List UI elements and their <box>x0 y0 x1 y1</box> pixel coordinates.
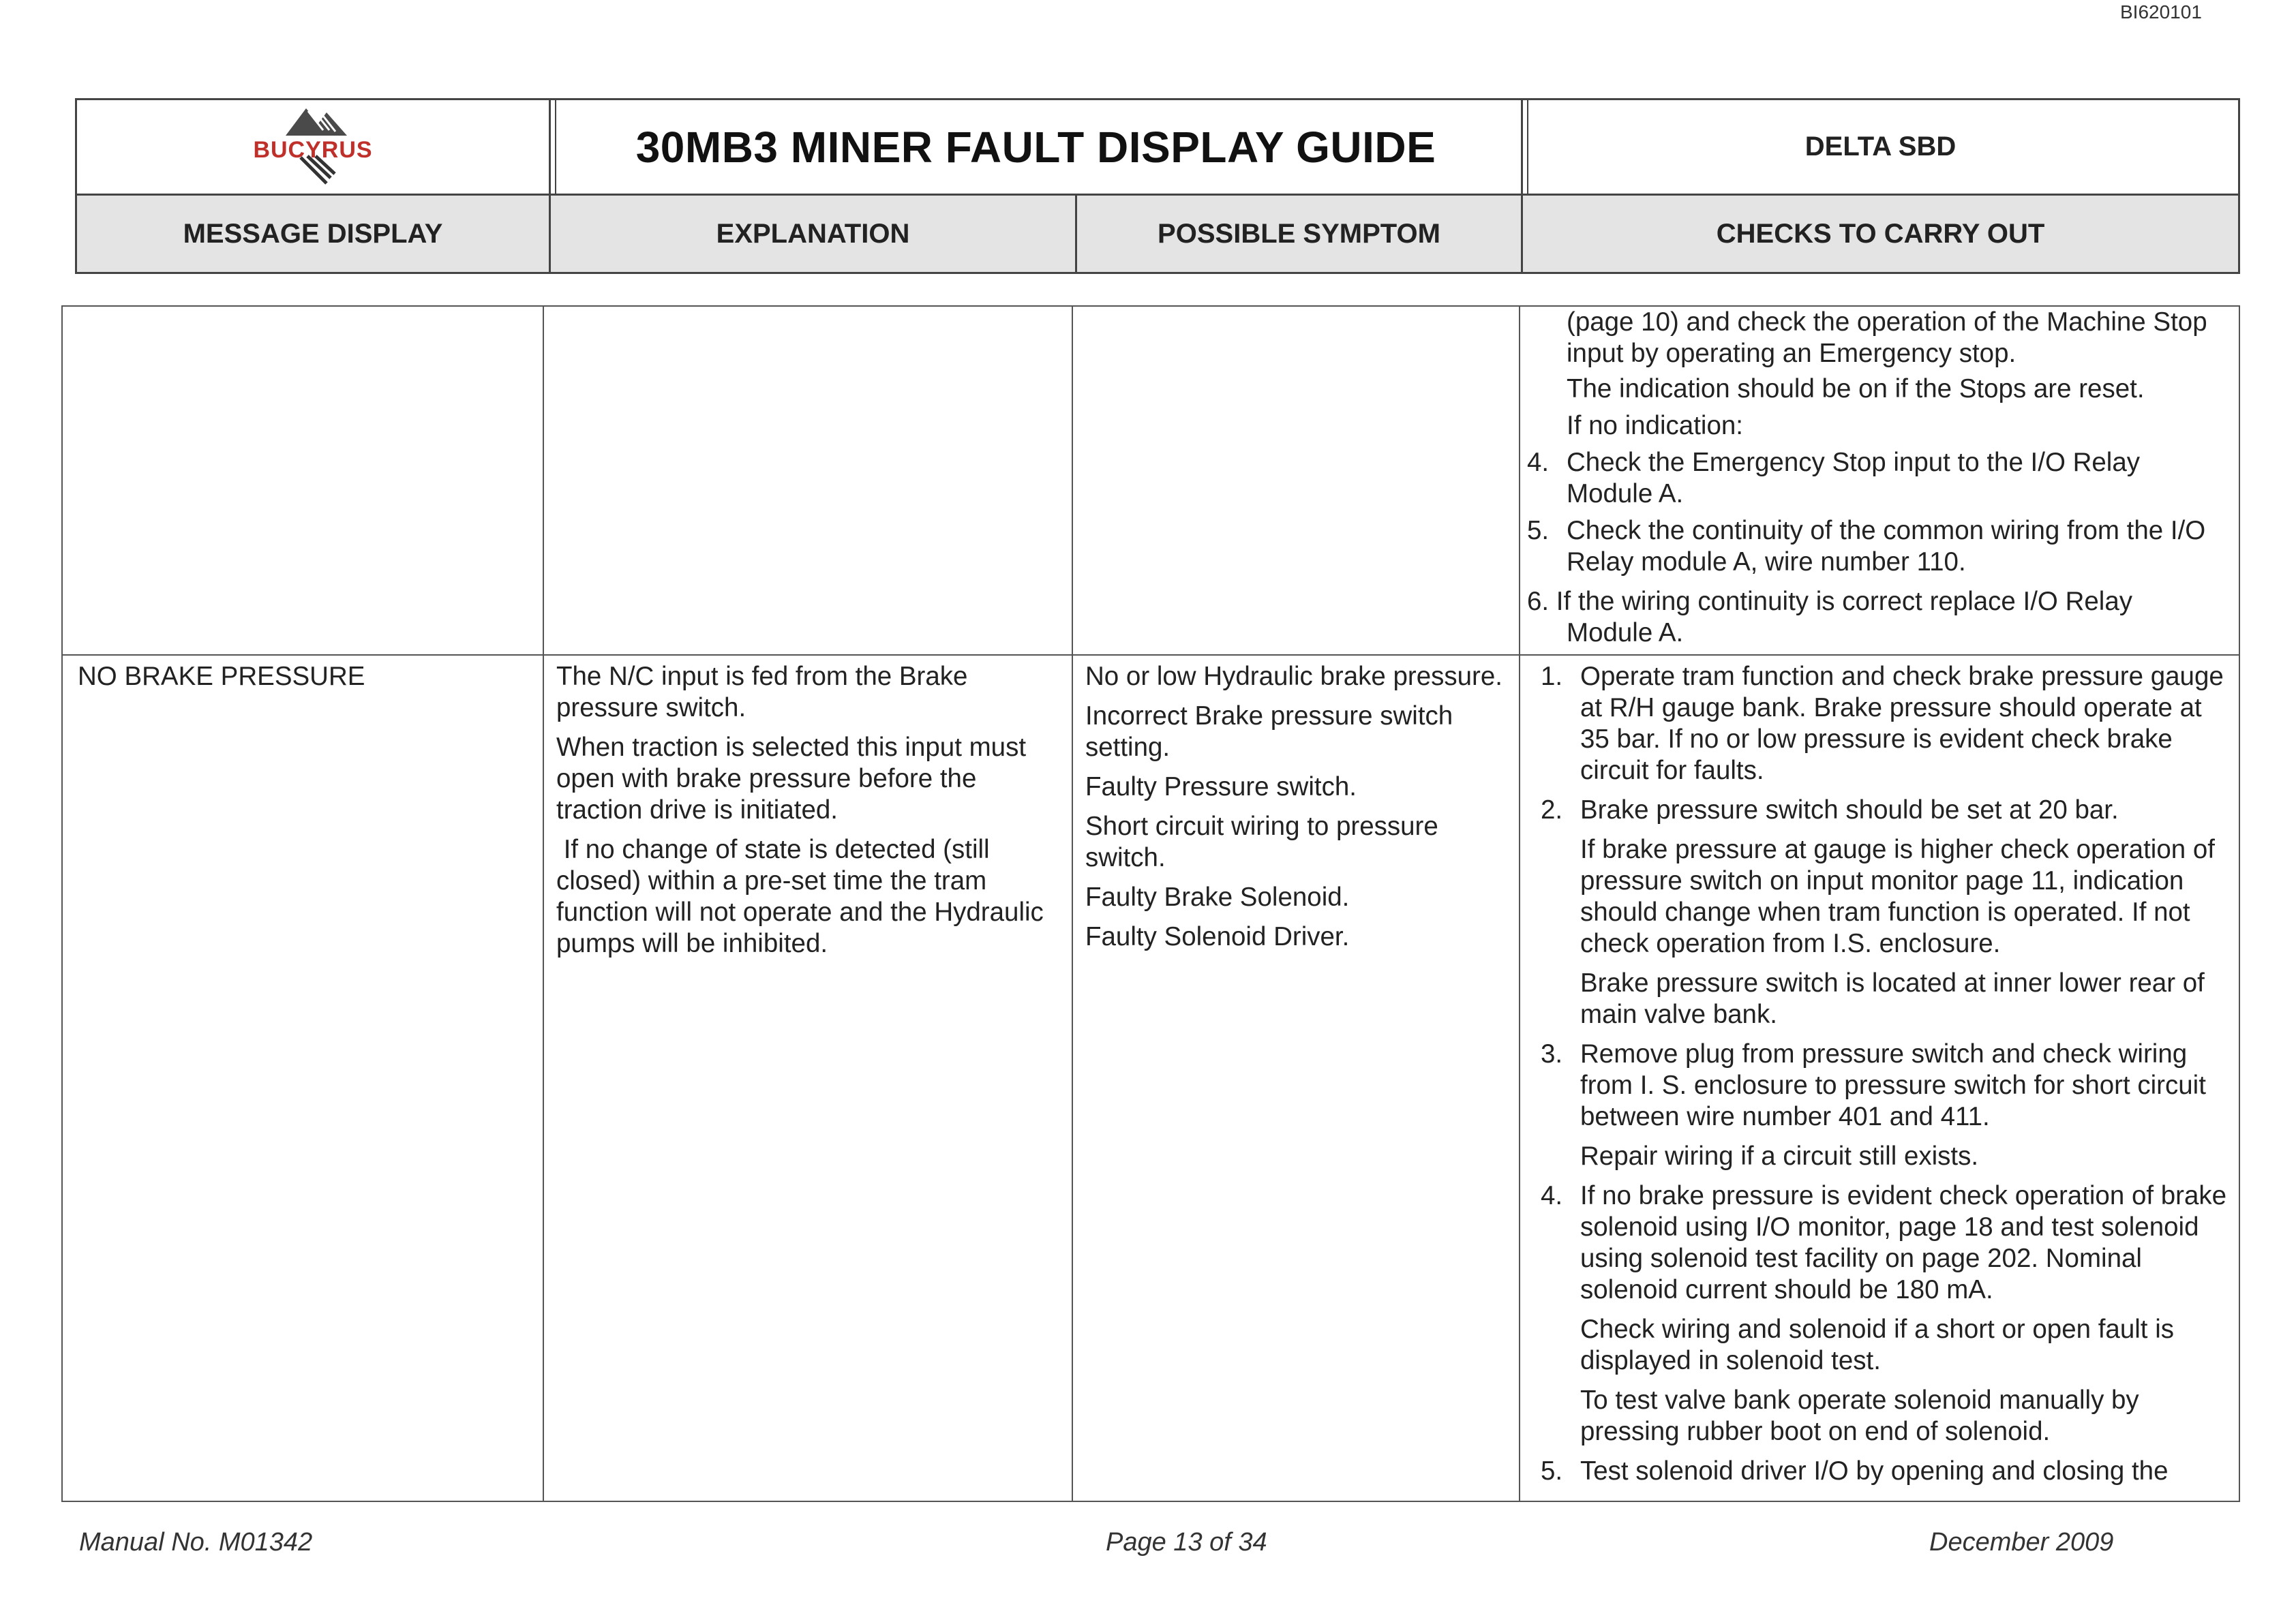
check-text: Brake pressure switch should be set at 20 bar. <box>1580 795 2119 825</box>
col-header-explanation <box>549 196 1075 272</box>
check-text-continued: Module A. <box>1567 618 1684 647</box>
check-text: Check the Emergency Stop input to the I/O Relay Module A. <box>1567 448 2141 508</box>
check-paragraph: Check wiring and solenoid if a short or open fault is displayed in solenoid test. <box>1580 1315 2175 1375</box>
check-item <box>1541 795 2229 826</box>
check-number: 2. <box>1541 795 1563 825</box>
col-header-checks <box>1521 196 2238 272</box>
check-text: Check the continuity of the common wiring from the I/O Relay module A, wire number 110. <box>1567 516 2206 577</box>
symptom-item: Short circuit wiring to pressure switch. <box>1085 812 1438 872</box>
check-paragraph: To test valve bank operate solenoid manually by pressing rubber boot on end of solenoid. <box>1580 1386 2139 1446</box>
fault-message: NO BRAKE PRESSURE <box>78 662 365 691</box>
check-number: 5. <box>1527 516 1550 545</box>
col-header-explanation-label: EXPLANATION <box>716 218 910 249</box>
symptom-item: Faulty Pressure switch. <box>1085 772 1357 801</box>
check-paragraph: Brake pressure switch is located at inner lower rear of main valve bank. <box>1580 968 2205 1029</box>
check-item <box>1541 1456 2229 1487</box>
bucyrus-logo <box>238 103 388 192</box>
symptom-item: No or low Hydraulic brake pressure. <box>1085 662 1502 691</box>
check-item <box>1541 1180 2229 1306</box>
symptom-item: Faulty Solenoid Driver. <box>1085 922 1350 951</box>
check-text: Test solenoid driver I/O by opening and closing the <box>1580 1456 2169 1486</box>
title-cell <box>549 100 1521 194</box>
symptom-cell <box>1085 661 1515 961</box>
check-number: 1. <box>1541 662 1563 691</box>
page-title: 30MB3 MINER FAULT DISPLAY GUIDE <box>635 122 1436 172</box>
column-divider <box>1519 307 1520 1501</box>
fault-table <box>61 305 2240 1502</box>
check-item <box>1527 586 2229 649</box>
footer-date: December 2009 <box>1929 1528 2114 1557</box>
continued-checks <box>1527 307 2229 649</box>
col-header-message-label: MESSAGE DISPLAY <box>183 218 443 249</box>
footer-page-number: Page 13 of 34 <box>1106 1528 1267 1557</box>
header-block <box>75 98 2240 274</box>
col-header-symptom <box>1075 196 1521 272</box>
symptom-item: Faulty Brake Solenoid. <box>1085 883 1350 912</box>
right-label-cell <box>1521 100 2238 194</box>
column-divider <box>1072 307 1073 1501</box>
document-reference: BI620101 <box>2120 1 2202 22</box>
column-divider <box>543 307 544 1501</box>
logo-cell <box>77 100 549 194</box>
col-header-message <box>77 196 549 272</box>
explanation-paragraph: When traction is selected this input must open with brake pressure before the traction drive is initiated. <box>556 733 1027 825</box>
check-number: 5. <box>1541 1456 1563 1486</box>
delta-sbd-label: DELTA SBD <box>1804 132 1957 162</box>
checks-cell <box>1541 661 2229 1487</box>
check-paragraph: Repair wiring if a circuit still exists. <box>1580 1142 1979 1171</box>
row-divider <box>63 654 2239 656</box>
column-header-row <box>77 196 2238 272</box>
explanation-cell <box>556 661 1068 968</box>
logo-text: BUCYRUS <box>253 136 373 163</box>
check-text: 6. If the wiring continuity is correct replace I/O Relay <box>1527 587 2133 616</box>
check-paragraph: If no indication: <box>1567 411 1743 440</box>
check-paragraph: (page 10) and check the operation of the Machine Stop input by operating an Emergency stop. <box>1567 307 2207 368</box>
check-text: If no brake pressure is evident check operation of brake solenoid using I/O monitor, page 18 and test solenoid using solenoid test facility on page 202. Nominal solenoid current should be 180 mA. <box>1580 1181 2227 1304</box>
check-item <box>1541 1039 2229 1133</box>
check-text: Operate tram function and check brake pressure gauge at R/H gauge bank. Brake pressure should operate at 35 bar. If no or low pressure is evident check brake circuit for faults. <box>1580 662 2224 785</box>
check-paragraph: The indication should be on if the Stops are reset. <box>1567 374 2145 403</box>
check-number: 3. <box>1541 1039 1563 1069</box>
header-title-row <box>77 100 2238 196</box>
check-number: 4. <box>1527 448 1550 477</box>
symptom-item: Incorrect Brake pressure switch setting. <box>1085 701 1453 762</box>
explanation-paragraph: The N/C input is fed from the Brake pressure switch. <box>556 662 968 722</box>
check-item <box>1541 661 2229 786</box>
check-item <box>1527 447 2229 510</box>
col-header-checks-label: CHECKS TO CARRY OUT <box>1716 218 2045 249</box>
check-item <box>1527 515 2229 578</box>
message-display-cell <box>78 661 528 692</box>
check-number: 4. <box>1541 1181 1563 1210</box>
col-header-symptom-label: POSSIBLE SYMPTOM <box>1158 218 1440 249</box>
check-paragraph: If brake pressure at gauge is higher check operation of pressure switch on input monitor page 11, indication should change when tram function is operated. If not check operation from I.S. enclosure. <box>1580 835 2215 958</box>
explanation-paragraph: If no change of state is detected (still closed) within a pre-set time the tram function will not operate and the Hydraulic pumps will be inhibited. <box>556 835 1051 958</box>
footer-manual-number: Manual No. M01342 <box>79 1528 313 1557</box>
check-text: Remove plug from pressure switch and check wiring from I. S. enclosure to pressure switch for short circuit between wire number 401 and 411. <box>1580 1039 2206 1131</box>
